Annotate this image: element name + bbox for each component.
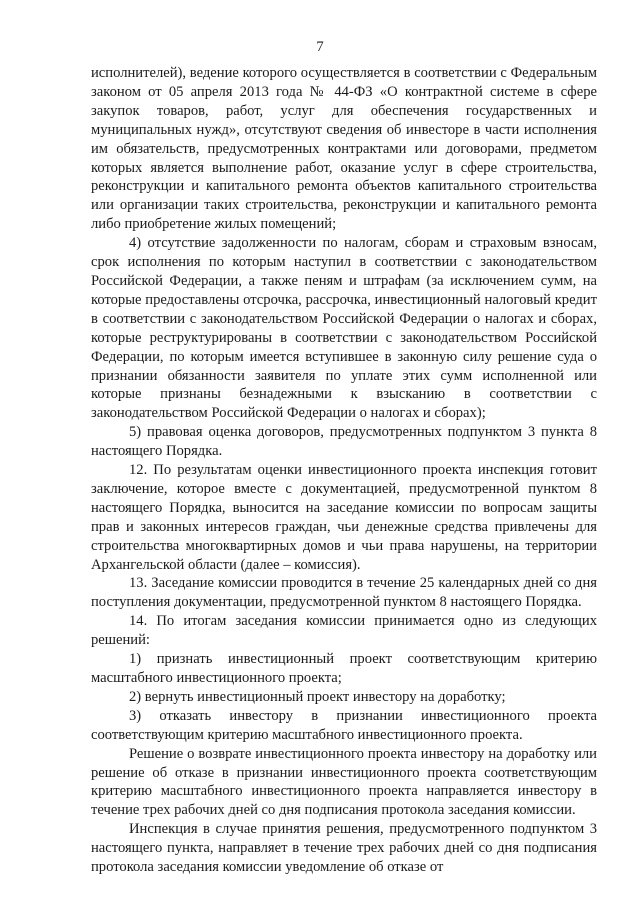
list-item-5: 5) правовая оценка договоров, предусмотренных подпунктом 3 пункта 8 настоящего Порядка. [91, 424, 597, 460]
clause-14: 14. По итогам заседания комиссии принимается одно из следующих решений: [91, 613, 597, 649]
list-item-4: 4) отсутствие задолженности по налогам, сборам и страховым взносам, срок исполнения по которым наступил в соответствии с законодательством Российской Федерации, а также пеням и штрафам (за исключением сумм, на которые предоставлены отсрочка, рассрочка, инвестиционный налоговый кредит в соответствии с законодательством Российской Федерации о налогах и сборах, которые реструктурированы в соответствии с законодательством Российской Федерации, по которым имеется вступившее в законную силу решение суда о признании обязанности заявителя по уплате этих сумм исполненной или которые признаны безнадежными к взысканию в соответствии с законодательством Российской Федерации о налогах и сборах); [91, 235, 597, 422]
decision-item-3: 3) отказать инвестору в признании инвестиционного проекта соответствующим критерию масштабного инвестиционного проекта. [91, 707, 597, 743]
document-body [91, 64, 597, 877]
clause-12: 12. По результатам оценки инвестиционного проекта инспекция готовит заключение, которое вместе с документацией, предусмотренной пунктом 8 настоящего Порядка, выносится на заседание комиссии по вопросам защиты прав и законных интересов граждан, чьи денежные средства привлечены для строительства многоквартирных домов и чьи права нарушены, на территории Архангельской области (далее – комиссия). [91, 462, 597, 573]
paragraph-return-decision: Решение о возврате инвестиционного проекта инвестору на доработку или решение об отказе в признании инвестиционного проекта соответствующим критерию масштабного инвестиционного проекта направляется инвестору в течение трех рабочих дней со дня подписания протокола заседания комиссии. [91, 745, 597, 819]
clause-13: 13. Заседание комиссии проводится в течение 25 календарных дней со дня поступления документации, предусмотренной пунктом 8 настоящего Порядка. [91, 575, 597, 611]
decision-item-2: 2) вернуть инвестиционный проект инвестору на доработку; [129, 688, 506, 705]
paragraph-inspection-notice: Инспекция в случае принятия решения, предусмотренного подпунктом 3 настоящего пункта, направляет в течение трех рабочих дней со дня подписания протокола заседания комиссии уведомление об отказе от [91, 821, 597, 876]
decision-item-1: 1) признать инвестиционный проект соответствующим критерию масштабного инвестиционного проекта; [91, 651, 597, 686]
page-number: 7 [316, 39, 324, 55]
paragraph-continuation: исполнителей), ведение которого осуществляется в соответствии с Федеральным законом от 05 апреля 2013 года № 44-ФЗ «О контрактной системе в сфере закупок товаров, работ, услуг для обеспечения государственных и муниципальных нужд», отсутствуют сведения об инвесторе в части исполнения им обязательств, предусмотренных контрактами или договорами, предметом которых является выполнение работ, оказание услуг в сфере строительства, реконструкции и капитального ремонта объектов капитального строительства или организации таких строительства, реконструкции и капитального ремонта либо приобретение жилых помещений; [91, 65, 597, 233]
